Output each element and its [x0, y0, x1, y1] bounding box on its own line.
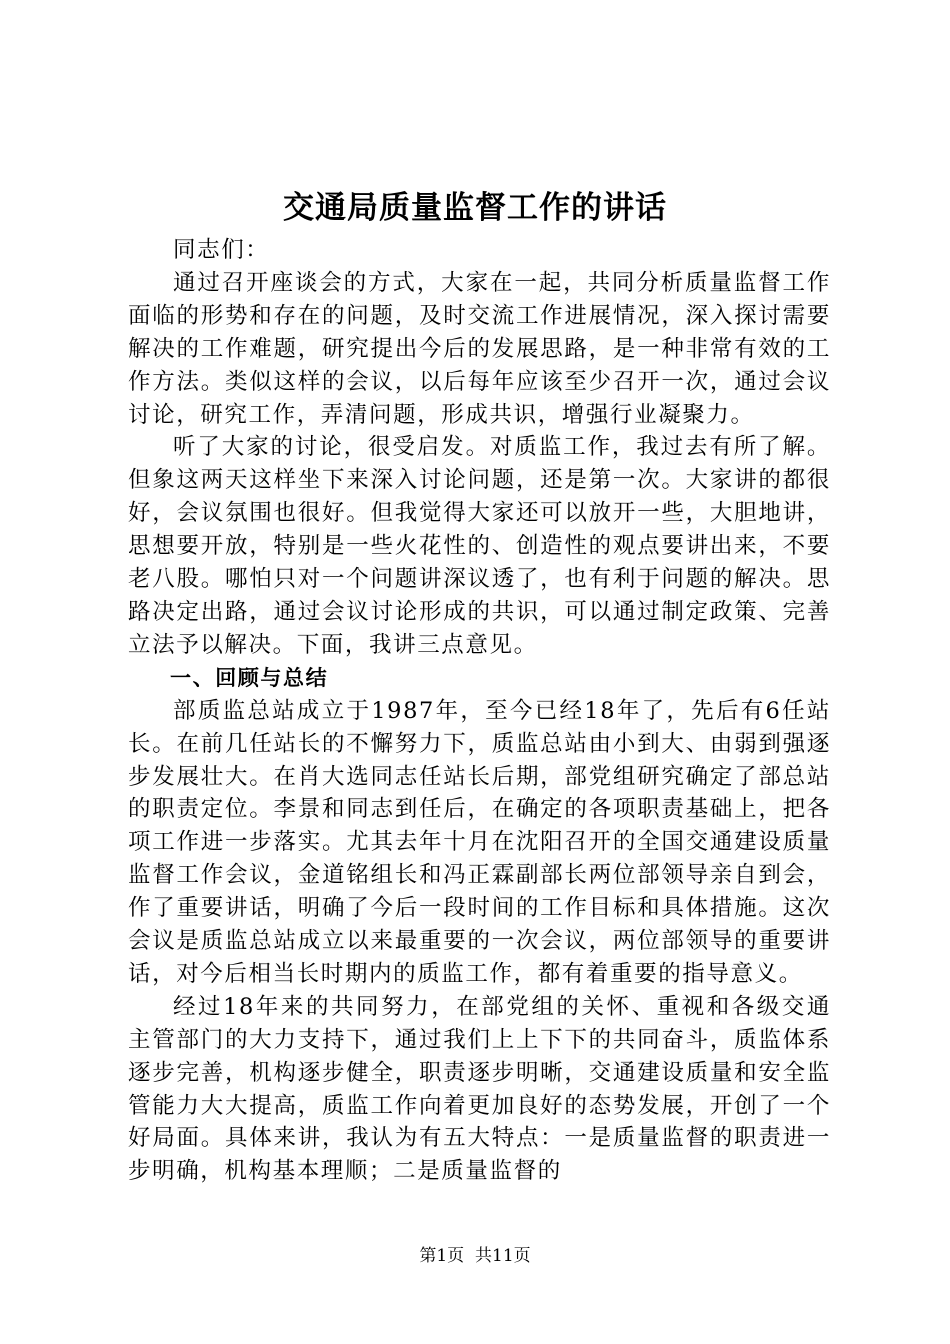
document-body: [128, 234, 831, 1188]
page-total: 共11页: [475, 1246, 531, 1266]
page-footer: [0, 1244, 950, 1268]
paragraph-intro: 通过召开座谈会的方式，大家在一起，共同分析质量监督工作面临的形势和存在的问题，及时交流工作进展情况，深入探讨需要解决的工作难题，研究提出今后的发展思路，是一种非常有效的工作方法。类似这样的会议，以后每年应该至少召开一次，通过会议讨论，研究工作，弄清问题，形成共识，增强行业凝聚力。: [128, 269, 831, 428]
page-number: 第1页: [419, 1246, 465, 1266]
document-title: 交通局质量监督工作的讲话: [283, 190, 667, 226]
paragraph-achievements: 经过18年来的共同努力，在部党组的关怀、重视和各级交通主管部门的大力支持下，通过我们上上下下的共同奋斗，质监体系逐步完善，机构逐步健全，职责逐步明晰，交通建设质量和安全监管能力大大提高，质监工作向着更加良好的态势发展，开创了一个好局面。具体来讲，我认为有五大特点：一是质量监督的职责进一步明确，机构基本理顺；二是质量监督的: [128, 993, 831, 1185]
salutation: 同志们：: [173, 237, 270, 263]
paragraph-discussion: 听了大家的讨论，很受启发。对质监工作，我过去有所了解。但象这两天这样坐下来深入讨论问题，还是第一次。大家讲的都很好，会议氛围也很好。但我觉得大家还可以放开一些，大胆地讲，思想要开放，特别是一些火花性的、创造性的观点要讲出来，不要老八股。哪怕只对一个问题讲深议透了，也有利于问题的解决。思路决定出路，通过会议讨论形成的共识，可以通过制定政策、完善立法予以解决。下面，我讲三点意见。: [128, 434, 831, 658]
paragraph-history: 部质监总站成立于1987年，至今已经18年了，先后有6任站长。在前几任站长的不懈努力下，质监总站由小到大、由弱到强逐步发展壮大。在肖大选同志任站长后期，部党组研究确定了部总站的职责定位。李景和同志到任后，在确定的各项职责基础上，把各项工作进一步落实。尤其去年十月在沈阳召开的全国交通建设质量监督工作会议，金道铭组长和冯正霖副部长两位部领导亲自到会，作了重要讲话，明确了今后一段时间的工作目标和具体措施。这次会议是质监总站成立以来最重要的一次会议，两位部领导的重要讲话，对今后相当长时期内的质监工作，都有着重要的指导意义。: [128, 697, 831, 987]
section-heading-review: 一、回顾与总结: [170, 665, 329, 690]
